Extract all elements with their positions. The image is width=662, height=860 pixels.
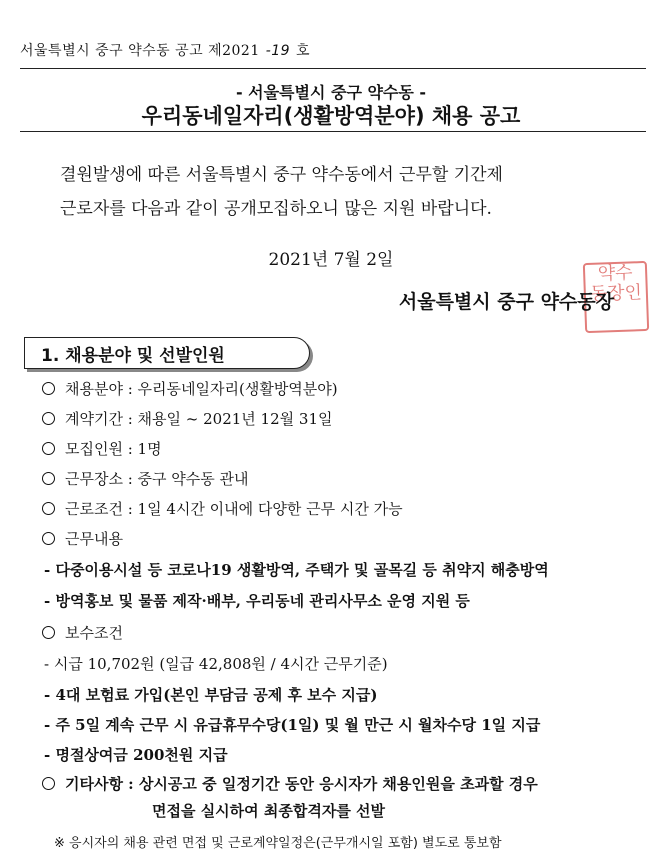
item-location: 근무장소 : 중구 약수동 관내: [42, 468, 249, 489]
bullet-circle-icon: [42, 532, 55, 545]
item-duties: 근무내용: [42, 528, 123, 549]
signer: 서울특별시 중구 약수동장: [398, 291, 614, 313]
notice-date: 2021년 7월 2일: [268, 250, 394, 270]
page-title: 우리동네일자리(생활방역분야) 채용 공고: [141, 104, 521, 128]
section-heading: [24, 337, 310, 369]
item-pay: 보수조건: [42, 622, 123, 643]
pay-line-3: - 주 5일 계속 근무 시 유급휴무수당(1일) 및 월 만근 시 월차수당 1일 지급: [44, 716, 541, 734]
notice-number-prefix: 서울특별시 중구 약수동 공고 제2021: [20, 43, 260, 59]
bullet-circle-icon: [42, 412, 55, 425]
duty-line-1: - 다중이용시설 등 코로나19 생활방역, 주택가 및 골목길 등 취약지 해충방역: [44, 561, 549, 579]
bullet-circle-icon: [42, 472, 55, 485]
seal-line-1: 약수: [597, 262, 633, 285]
seal-line-2: 동장인: [589, 282, 643, 305]
notice-number-handwritten: -19: [265, 43, 291, 59]
item-period: 계약기간 : 채용일 ~ 2021년 12월 31일: [42, 408, 332, 429]
item-other-continued: 면접을 실시하여 최종합격자를 선발: [152, 802, 386, 820]
duty-line-2: - 방역홍보 및 물품 제작·배부, 우리동네 관리사무소 운영 지원 등: [44, 592, 470, 610]
intro-line-2: 근로자를 다음과 같이 공개모집하오니 많은 지원 바랍니다.: [60, 199, 492, 219]
item-field: 채용분야 : 우리동네일자리(생활방역분야): [42, 378, 338, 399]
item-other: 기타사항 : 상시공고 중 일정기간 동안 응시자가 채용인원을 초과할 경우: [42, 773, 538, 794]
notice-number: [20, 40, 310, 60]
footnote: ※ 응시자의 채용 관련 면접 및 근로계약일정은(근무개시일 포함) 별도로 통보함: [54, 836, 502, 851]
pay-line-4: - 명절상여금 200천원 지급: [44, 746, 228, 764]
top-divider: [20, 68, 646, 69]
title-divider: [20, 131, 646, 132]
bullet-circle-icon: [42, 777, 55, 790]
pay-line-2: - 4대 보험료 가입(본인 부담금 공제 후 보수 지급): [44, 686, 378, 704]
intro-line-1: 결원발생에 따른 서울특별시 중구 약수동에서 근무할 기간제: [60, 165, 503, 185]
pay-line-1: - 시급 10,702원 (일급 42,808원 / 4시간 근무기준): [44, 655, 388, 673]
bullet-circle-icon: [42, 382, 55, 395]
bullet-circle-icon: [42, 502, 55, 515]
bullet-circle-icon: [42, 442, 55, 455]
section-heading-label: 1. 채용분야 및 선발인원: [41, 346, 225, 366]
item-headcount: 모집인원 : 1명: [42, 438, 162, 459]
item-conditions: 근로조건 : 1일 4시간 이내에 다양한 근무 시간 가능: [42, 498, 403, 519]
subtitle: - 서울특별시 중구 약수동 -: [235, 83, 427, 102]
notice-number-suffix: 호: [296, 43, 311, 59]
bullet-circle-icon: [42, 626, 55, 639]
